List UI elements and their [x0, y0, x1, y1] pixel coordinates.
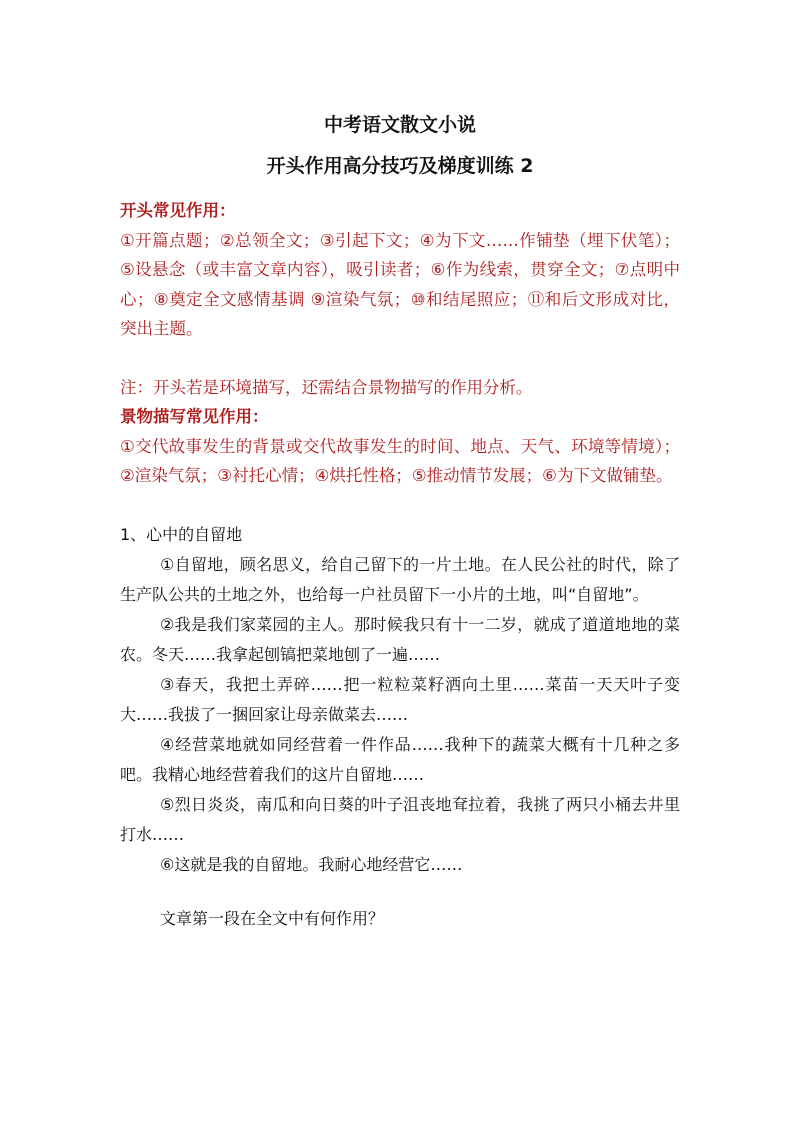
document-title: 中考语文散文小说: [323, 114, 476, 136]
opening-functions-heading: 开头常见作用：: [120, 201, 236, 220]
story-paragraph: ②我是我们家菜园的主人。那时候我只有十一二岁，就成了道道地地的菜农。冬天……我拿起刨镐把菜地刨了一遍……: [120, 614, 680, 664]
spacer: [120, 344, 680, 373]
scenery-functions-heading: 景物描写常见作用：: [120, 407, 269, 426]
story-paragraph: ⑥这就是我的自留地。我耐心地经营它……: [160, 854, 463, 874]
story-paragraph: ③春天，我把土弄碎……把一粒粒菜籽洒向土里……菜苗一天天叶子变大……我拔了一捆回家让母亲做菜去……: [120, 674, 680, 724]
story-paragraph: ⑤烈日炎炎，南瓜和向日葵的叶子沮丧地耷拉着，我挑了两只小桶去井里打水……: [120, 794, 680, 844]
story-paragraph: ④经营菜地就如同经营着一件作品……我种下的蔬菜大概有十几种之多吧。我精心地经营着我们的这片自留地……: [120, 734, 680, 784]
document-subtitle: 开头作用高分技巧及梯度训练 2: [266, 155, 534, 177]
note-text: 注：开头若是环境描写，还需结合景物描写的作用分析。: [120, 377, 533, 397]
question-text: 文章第一段在全文中有何作用？: [160, 908, 385, 928]
story-paragraph: ①自留地，顾名思义，给自己留下的一片土地。在人民公社的时代，除了生产队公共的土地之外，也给每一户社员留下一小片的土地，叫“自留地”。: [120, 554, 680, 604]
opening-functions-text: ①开篇点题；②总领全文；③引起下文；④为下文……作铺垫（埋下伏笔）；⑤设悬念（或丰富文章内容），吸引读者；⑥作为线索，贯穿全文；⑦点明中心；⑧奠定全文感情基调 ⑨渲染气氛；⑩和结尾照应；⑪和后文形成对比，突出主题。: [120, 230, 680, 338]
opening-functions-section: [120, 196, 680, 344]
story-title: 1、心中的自留地: [120, 524, 243, 544]
scenery-functions-text: ①交代故事发生的背景或交代故事发生的时间、地点、天气、环境等情境）；②渲染气氛；③衬托心情；④烘托性格；⑤推动情节发展；⑥为下文做铺垫。: [120, 436, 680, 485]
document-page: [120, 112, 680, 950]
story-section: [120, 520, 680, 934]
scenery-section: [120, 373, 680, 491]
spacer: [120, 491, 680, 520]
